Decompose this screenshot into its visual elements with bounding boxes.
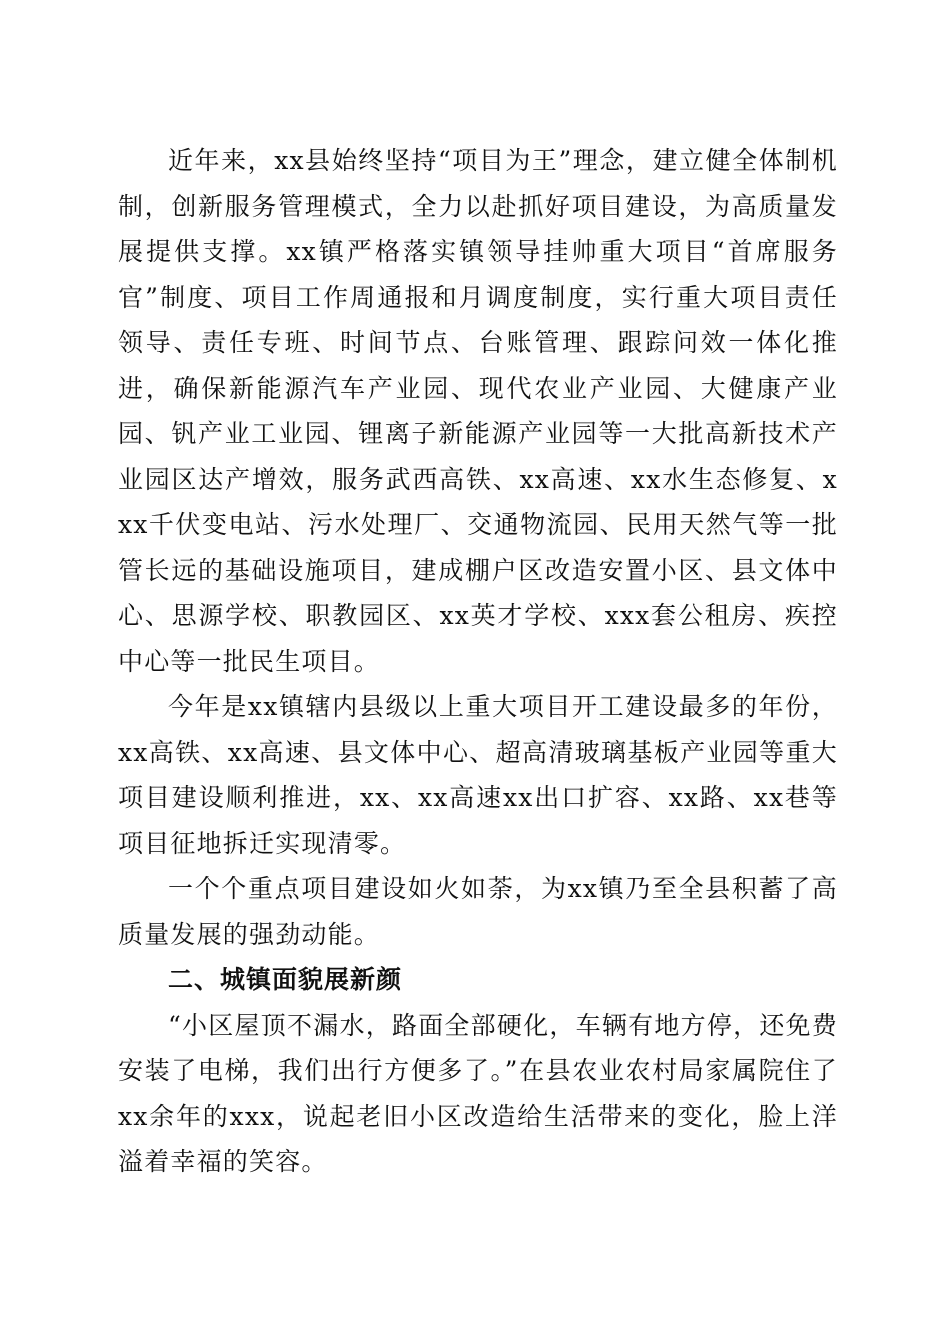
section-heading: 二、城镇面貌展新颜 [168, 965, 403, 994]
body-paragraph: “小区屋顶不漏水，路面全部硬化，车辆有地方停，还免费安装了电梯，我们出行方便多了。”在县农业农村局家属院住了xx余年的xxx，说起老旧小区改造给生活带来的变化，脸上洋溢着幸福的笑容。 [118, 1010, 838, 1176]
document-body [118, 138, 838, 1185]
body-paragraph: 近年来，xx县始终坚持“项目为王”理念，建立健全体制机制，创新服务管理模式，全力以赴抓好项目建设，为高质量发展提供支撑。xx镇严格落实镇领导挂帅重大项目“首席服务官”制度、项目工作周通报和月调度制度，实行重大项目责任领导、责任专班、时间节点、台账管理、跟踪问效一体化推进，确保新能源汽车产业园、现代农业产业园、大健康产业园、钒产业工业园、锂离子新能源产业园等一大批高新技术产业园区达产增效，服务武西高铁、xx高速、xx水生态修复、xxx千伏变电站、污水处理厂、交通物流园、民用天然气等一批管长远的基础设施项目，建成棚户区改造安置小区、县文体中心、思源学校、职教园区、xx英才学校、xxx套公租房、疾控中心等一批民生项目。 [118, 146, 838, 676]
body-paragraph: 一个个重点项目建设如火如荼，为xx镇乃至全县积蓄了高质量发展的强劲动能。 [118, 874, 838, 949]
body-paragraph: 今年是xx镇辖内县级以上重大项目开工建设最多的年份，xx高铁、xx高速、县文体中心、超高清玻璃基板产业园等重大项目建设顺利推进，xx、xx高速xx出口扩容、xx路、xx巷等项目征地拆迁实现清零。 [118, 692, 838, 858]
